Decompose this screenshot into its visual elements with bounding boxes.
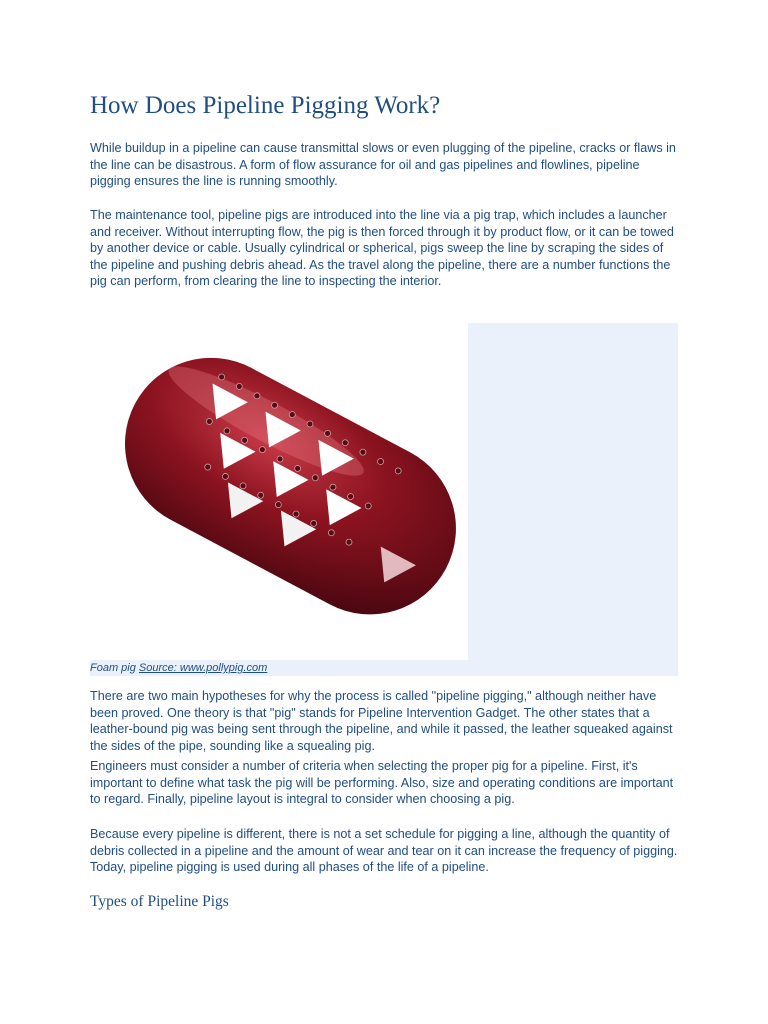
paragraph-buildup: While buildup in a pipeline can cause transmittal slows or even plugging of the pipeline, cracks or flaws in the line can be disastrous. A form of flow assurance for oil and gas pipelines and flowlines, pipeline pigging ensures the line is running smoothly. xyxy=(90,141,676,188)
figure-caption xyxy=(90,662,267,674)
foam-pig-image xyxy=(118,322,462,652)
paragraph-hypotheses: There are two main hypotheses for why the process is called "pipeline pigging," although neither have been proved. One theory is that "pig" stands for Pipeline Intervention Gadget. The other states that a leather-bound pig was being sent through the pipeline, and while it passed, the leather squeaked against the sides of the pipe, sounding like a squealing pig. xyxy=(90,689,673,753)
article-title: How Does Pipeline Pigging Work? xyxy=(90,92,441,119)
paragraph-criteria: Engineers must consider a number of criteria when selecting the proper pig for a pipeline. First, it's important to define what task the pig will be performing. Also, size and operating conditions are important to regard. Finally, pipeline layout is integral to consider when choosing a pig. xyxy=(90,759,674,806)
figure-background xyxy=(468,323,678,660)
section-heading-types: Types of Pipeline Pigs xyxy=(90,893,229,910)
caption-source-link[interactable]: Source: www.pollypig.com xyxy=(138,662,268,674)
paragraph-schedule: Because every pipeline is different, there is not a set schedule for pigging a line, although the quantity of debris collected in a pipeline and the amount of wear and tear on it can increase the frequency of pigging. Today, pipeline pigging is used during all phases of the life of a pipeline. xyxy=(90,827,678,874)
caption-label: Foam pig xyxy=(90,662,136,674)
paragraph-maintenance-tool: The maintenance tool, pipeline pigs are introduced into the line via a pig trap, which includes a launcher and receiver. Without interrupting flow, the pig is then forced through it by product flow, or it can be towed by another device or cable. Usually cylindrical or spherical, pigs sweep the line by scraping the sides of the pipeline and pushing debris ahead. As the travel along the pipeline, there are a number functions the pig can perform, from clearing the line to inspecting the interior. xyxy=(90,208,674,288)
